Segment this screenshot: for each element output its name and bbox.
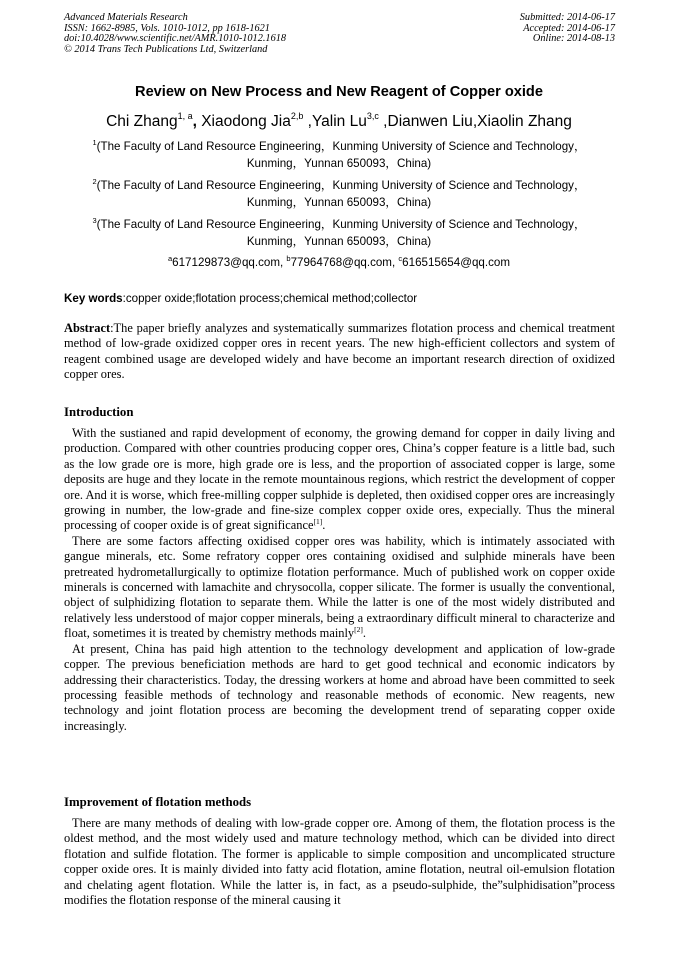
author-sup: 2,b xyxy=(290,111,304,121)
section-heading-flotation: Improvement of flotation methods xyxy=(64,795,252,809)
affiliation-line: (The Faculty of Land Resource Engineering，Kunming University of Science and Technology， xyxy=(96,179,586,192)
abstract-text: :The paper briefly analyzes and systematically summarizes flotation process and chemical treatment method of low-grade oxidized copper ores in recent years. The new high-efficient collectors and system of reagent combined usage are developed widely and have become an important research direction of oxidized copper ores. xyxy=(64,321,615,382)
paper-title: Review on New Process and New Reagent of Copper oxide xyxy=(135,84,543,100)
paragraph-text: There are some factors affecting oxidised copper ores was hability, which is intimately associated with gangue minerals, etc. Some refratory copper ores containing oxidised and sulphide minerals have been pretreated hydrometallurgically to optimize flotation performance. Much of published work on copper oxide minerals is concerned with lamachite and chrysocolla, copper silicate. The former is usually the conventional, object of sulphidizing flotation to separate them. While the latter is one of the most widely distributed and relatively less understood of major copper minerals, being a extraordinary difficult mineral to characterize and float, sometimes it is treated by chemistry methods mainly xyxy=(64,533,615,641)
section-heading-introduction: Introduction xyxy=(64,405,134,419)
affiliation xyxy=(64,177,614,211)
paragraph xyxy=(64,426,615,534)
affiliation xyxy=(64,138,614,172)
introduction-body xyxy=(64,426,615,734)
journal-name: Advanced Materials Research xyxy=(64,12,188,23)
publication-dates xyxy=(520,13,615,45)
abstract xyxy=(64,321,615,383)
email-address: 617129873@qq.com, xyxy=(172,256,287,269)
citation-ref: [1] xyxy=(313,517,323,527)
issn-line: ISSN: 1662-8985, Vols. 1010-1012, pp 1618-1621 xyxy=(64,22,270,34)
author-emails xyxy=(0,256,678,269)
email-sup: a xyxy=(167,254,173,263)
email-sup: c xyxy=(398,254,403,263)
affiliation-line: Kunming，Yunnan 650093，China) xyxy=(246,196,432,209)
submitted-date: Submitted: 2014-06-17 xyxy=(519,12,615,23)
flotation-body xyxy=(64,816,615,908)
keywords-label: Key words xyxy=(64,292,123,305)
email-sup: b xyxy=(286,254,291,263)
paragraph xyxy=(64,534,615,642)
copyright-line: © 2014 Trans Tech Publications Ltd, Switzerland xyxy=(64,43,268,55)
abstract-label: Abstract xyxy=(64,321,111,335)
author-name: Dianwen Liu xyxy=(387,113,473,130)
affiliation-sup: 1 xyxy=(92,138,97,147)
citation-ref: [2] xyxy=(354,625,363,635)
author-sup: 3,c xyxy=(366,111,379,121)
doi-line: doi:10.4028/www.scientific.net/AMR.1010-1012.1618 xyxy=(64,33,287,45)
affiliation-sup: 3 xyxy=(92,216,97,225)
author-name: Xiaolin Zhang xyxy=(477,113,572,130)
affiliation-line: (The Faculty of Land Resource Engineering，Kunming University of Science and Technology， xyxy=(96,140,586,153)
author-name: Xiaodong Jia xyxy=(201,113,291,130)
affiliation-line: (The Faculty of Land Resource Engineering，Kunming University of Science and Technology， xyxy=(96,218,586,231)
email-address: 616515654@qq.com xyxy=(402,256,510,269)
accepted-date: Accepted: 2014-06-17 xyxy=(523,22,615,34)
affiliation-line: Kunming，Yunnan 650093，China) xyxy=(246,235,432,248)
paragraph-end: . xyxy=(322,518,326,533)
online-date: Online: 2014-08-13 xyxy=(532,33,615,45)
affiliation xyxy=(64,216,614,250)
author-name: Yalin Lu xyxy=(311,113,367,130)
keywords-text: :copper oxide;flotation process;chemical method;collector xyxy=(122,292,418,305)
keywords xyxy=(64,292,616,305)
paragraph: There are many methods of dealing with low-grade copper ore. Among of them, the flotation process is the oldest method, and the most widely used and mature technology method, which can be divided into direct flotation and sulfide flotation. The former is applicable to simple composition and uncomplicated structure copper oxide ores. It is mainly divided into fatty acid flotation, amine flotation, neutral oil-emulsion flotation and chelating agent flotation. While the latter is, in fact, as a pseudo-sulphide, the”sulphidisation”process modifies the flotation response of the mineral causing it xyxy=(64,816,615,908)
email-address: 77964768@qq.com, xyxy=(290,256,399,269)
affiliation-line: Kunming，Yunnan 650093，China) xyxy=(246,157,432,170)
author-sup: 1, a xyxy=(177,111,193,121)
paragraph-end: . xyxy=(362,626,366,641)
author-name: Chi Zhang xyxy=(106,113,178,130)
author-list: Chi Zhang$^{1, a}$, Xiaodong Jia$^{2,b}$ ,Yalin Lu$^{3,c}$ ,Dianwen Liu,Xiaolin Zhang xyxy=(106,111,572,130)
paragraph: At present, China has paid high attention to the technology development and application of low-grade copper. The previous beneficiation methods are hard to get good technical and economic indicators by addressing their characteristics. Today, the dressing workers at home and abroad have been committed to seek processing feasible methods of technology and reasonable methods of economic. New reagents, new technology and joint flotation process are becoming the development trend of separating copper oxide increasingly. xyxy=(64,641,615,733)
paragraph-text: With the sustianed and rapid development of economy, the growing demand for copper in daily living and production. Compared with other countries producing copper ores, China’s copper feature is a little bad, such as the low grade ore is more, high grade ore is less, and the proportion of associated copper is large, some deposits are huge and they locate in the remote mountainous regions, which restrict the development of copper ore. And it is worse, which free-milling copper sulphide is depleted, then oxidised copper ores are increasingly growing in number, the low-grade and fine-size complex copper oxide ores, expecially. Thus the mineral processing of cooper oxide is of great significance xyxy=(64,426,615,533)
affiliation-sup: 2 xyxy=(92,177,97,186)
journal-info xyxy=(64,13,286,55)
